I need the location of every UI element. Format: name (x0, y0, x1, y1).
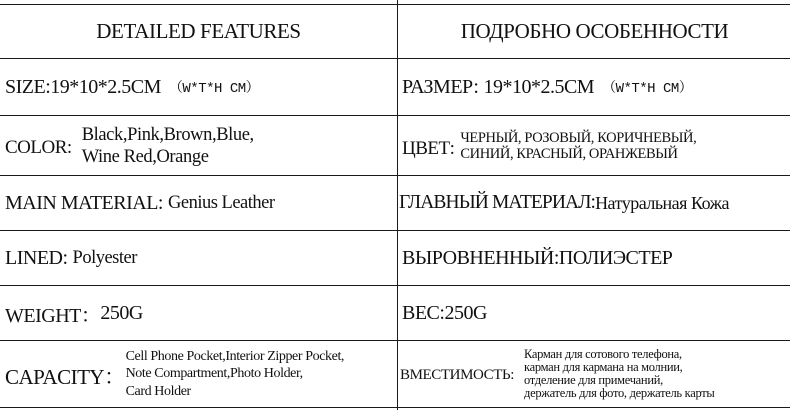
lined-row-english (5, 231, 395, 285)
capacity-line-2: Note Compartment,Photo Holder, (125, 366, 303, 382)
size-value-ru: 19*10*2.5CM (483, 75, 595, 98)
color-line-1-ru: ЧЕРНЫЙ, РОЗОВЫЙ, КОРИЧНЕВЫЙ, (460, 129, 697, 146)
color-label: COLOR: (5, 136, 72, 158)
color-line-2: Wine Red,Orange (81, 146, 209, 167)
header-russian (399, 5, 790, 58)
capacity-line-1-ru: Карман для сотового телефона, (524, 347, 682, 361)
lined-value-ru: ПОЛИЭСТЕР (558, 246, 673, 269)
color-row-english (5, 116, 395, 175)
weight-row-russian (402, 286, 788, 340)
color-line-1: Black,Pink,Brown,Blue, (81, 124, 254, 145)
weight-label-ru: BEC: (402, 301, 445, 324)
header-english-text: DETAILED FEATURES (96, 19, 301, 43)
lined-label-ru: ВЫРОВНЕННЫЙ: (402, 246, 559, 269)
color-values-ru (460, 130, 696, 162)
capacity-label-ru: ВМЕСТИМОСТЬ: (400, 366, 515, 383)
capacity-line-3: Card Holder (125, 383, 191, 399)
color-row-russian (402, 116, 788, 175)
capacity-row-english (5, 341, 397, 407)
material-row-english (5, 176, 395, 230)
material-value: Genius Leather (168, 192, 275, 213)
header-russian-text: ПОДРОБНО ОСОБЕННОСТИ (460, 19, 729, 43)
color-label-ru: ЦВЕТ: (402, 137, 455, 159)
size-row-russian (402, 59, 788, 115)
size-row-english (5, 59, 395, 115)
weight-value-ru: 250G (444, 301, 487, 324)
table-border-bottom (0, 407, 790, 408)
capacity-line-1: Cell Phone Pocket,Interior Zipper Pocket, (125, 348, 345, 364)
capacity-label: CAPACITY： (5, 365, 125, 389)
size-unit: （W*T*H CM） (168, 81, 260, 97)
size-label: SIZE: (5, 75, 51, 98)
color-line-2-ru: СИНИЙ, КРАСНЫЙ, ОРАНЖЕВЫЙ (460, 145, 678, 162)
size-value: 19*10*2.5CM (50, 75, 161, 98)
capacity-row-russian (400, 341, 790, 407)
material-value-ru: Натуральная Кожа (595, 192, 730, 213)
size-label-ru: РАЗМЕР: (402, 75, 479, 98)
lined-value: Polyester (72, 247, 137, 268)
capacity-values (126, 348, 344, 401)
capacity-line-2-ru: карман для кармана на молнии, (524, 360, 683, 374)
material-label: MAIN MATERIAL: (5, 191, 163, 214)
weight-row-english (5, 286, 395, 340)
weight-label: WEIGHT： (5, 304, 101, 327)
weight-value: 250G (100, 301, 143, 324)
capacity-line-4-ru: держатель для фото, держатель карты (524, 386, 715, 400)
capacity-line-3-ru: отделение для примечаний, (524, 373, 663, 387)
size-unit-ru: （W*T*H CM） (602, 81, 693, 97)
lined-row-russian (402, 231, 788, 285)
header-english (0, 5, 397, 58)
capacity-values-ru (524, 348, 715, 400)
lined-label: LINED: (5, 246, 68, 269)
color-values (82, 124, 254, 168)
column-divider (397, 0, 398, 410)
material-row-russian (399, 176, 790, 230)
material-label-ru: ГЛАВНЫЙ МАТЕРИАЛ: (399, 192, 596, 213)
